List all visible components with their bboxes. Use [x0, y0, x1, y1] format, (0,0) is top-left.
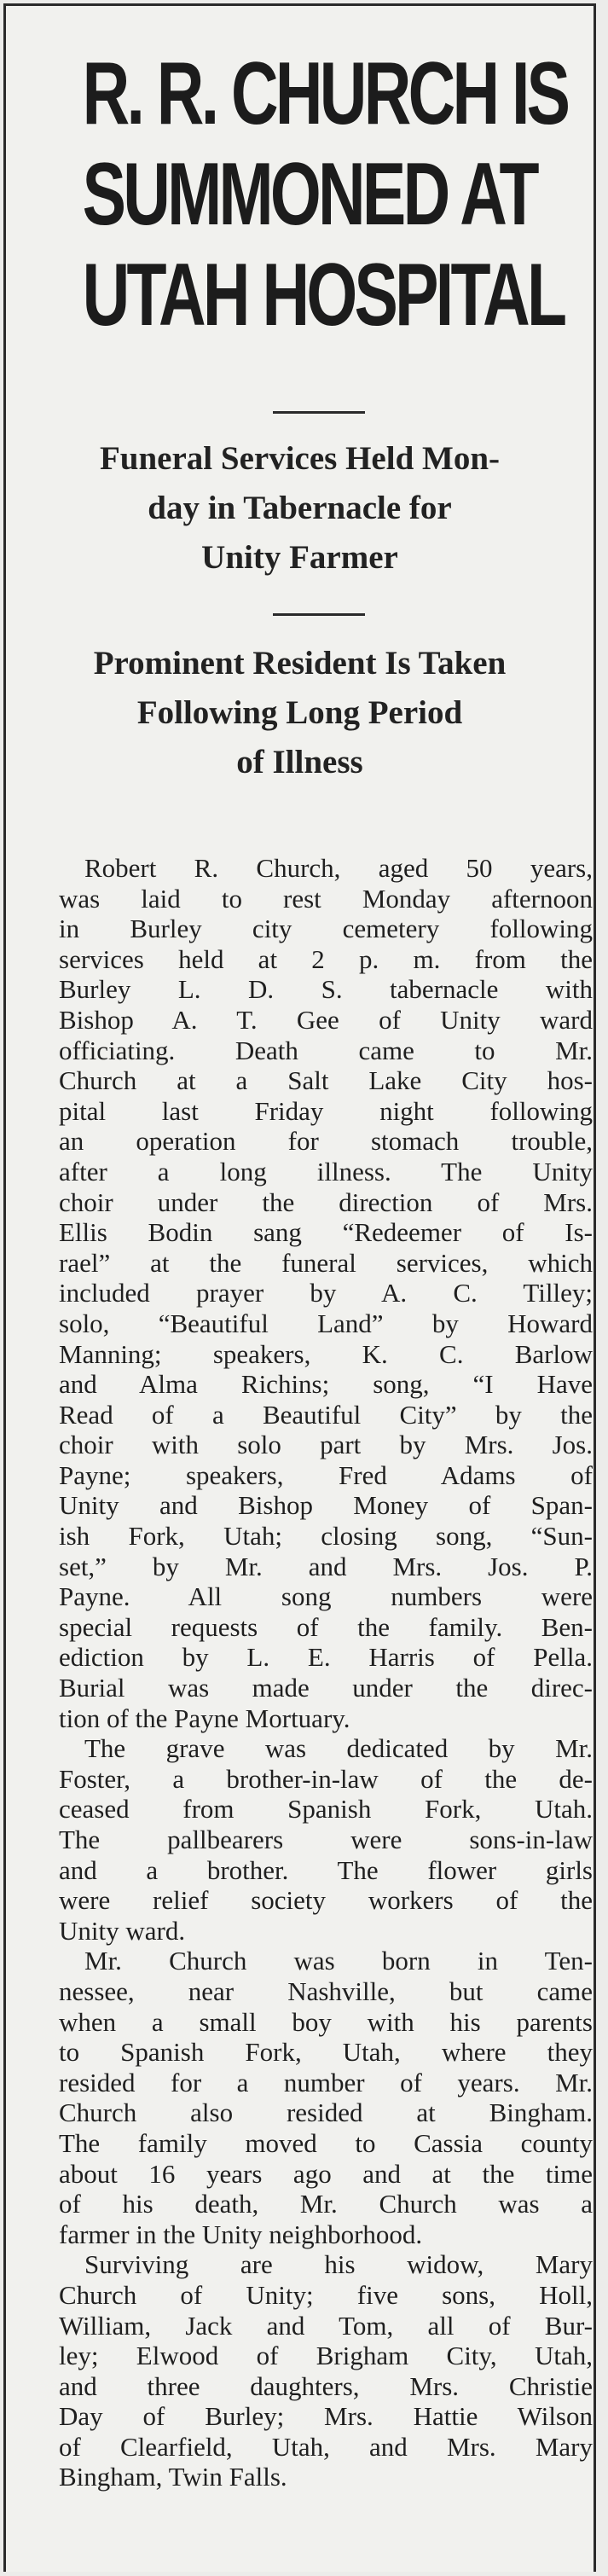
article-line: and a brother. The flower girls: [59, 1854, 593, 1885]
deck-line: Unity Farmer: [201, 539, 398, 576]
article-line: Unity and Bishop Money of Span-: [59, 1490, 593, 1521]
deck-line: Following Long Period: [136, 694, 463, 731]
article-line: choir under the direction of Mrs.: [59, 1186, 593, 1217]
article-line: William, Jack and Tom, all of Bur-: [59, 2310, 593, 2341]
newspaper-clipping: [3, 3, 596, 2572]
headline-line: SUMMONED AT: [82, 145, 536, 244]
article-line: resided for a number of years. Mr.: [59, 2067, 593, 2097]
article-line: set,” by Mr. and Mrs. Jos. P.: [59, 1551, 593, 1581]
headline: [82, 44, 568, 345]
article-line: Ellis Bodin sang “Redeemer of Is-: [59, 1217, 593, 1248]
article-line: Foster, a brother-in-law of the de-: [59, 1763, 593, 1794]
article-line: about 16 years ago and at the time: [59, 2158, 593, 2189]
article-line: The grave was dedicated by Mr.: [84, 1733, 593, 1764]
article-line: Robert R. Church, aged 50 years,: [84, 853, 593, 883]
article-line: included prayer by A. C. Tilley;: [59, 1278, 593, 1308]
article-line: The pallbearers were sons-in-law: [59, 1825, 593, 1854]
article-line: Unity ward.: [59, 1915, 186, 1946]
headline-line: UTAH HOSPITAL: [82, 246, 565, 345]
deck-line: day in Tabernacle for: [148, 490, 452, 526]
article-line: pital last Friday night following: [59, 1095, 593, 1126]
article-line: ceased from Spanish Fork, Utah.: [59, 1794, 593, 1825]
article-line: Bishop A. T. Gee of Unity ward: [59, 1004, 593, 1035]
article-line: Burley L. D. S. tabernacle with: [59, 974, 593, 1005]
article-line: Church also resided at Bingham.: [59, 2097, 593, 2128]
deck-secondary: [6, 639, 594, 787]
article-line: Read of a Beautiful City” by the: [59, 1399, 593, 1430]
article-line: Mr. Church was born in Ten-: [84, 1946, 593, 1976]
article-line: Day of Burley; Mrs. Hattie Wilson: [59, 2401, 593, 2432]
deck-line: Funeral Services Held Mon-: [99, 440, 500, 477]
article-line: Bingham, Twin Falls.: [59, 2462, 287, 2492]
article-line: nessee, near Nashville, but came: [59, 1976, 593, 2006]
article-line: Church of Unity; five sons, Holl,: [59, 2279, 593, 2310]
article-line: and Alma Richins; song, “I Have: [59, 1369, 593, 1400]
article-line: special requests of the family. Ben-: [59, 1611, 593, 1642]
article-line: Church at a Salt Lake City hos-: [59, 1065, 593, 1096]
article-line: and three daughters, Mrs. Christie: [59, 2370, 593, 2401]
article-line: when a small boy with his parents: [59, 2006, 593, 2037]
article-line: was laid to rest Monday afternoon: [59, 883, 593, 914]
deck-line: of Illness: [236, 744, 363, 780]
article-line: services held at 2 p. m. from the: [59, 943, 593, 974]
article-line: officiating. Death came to Mr.: [59, 1035, 593, 1065]
article-line: solo, “Beautiful Land” by Howard: [59, 1308, 593, 1338]
article-line: Manning; speakers, K. C. Barlow: [59, 1338, 593, 1369]
article-line: The family moved to Cassia county: [59, 2127, 593, 2158]
article-line: of Clearfield, Utah, and Mrs. Mary: [59, 2431, 593, 2462]
article-line: to Spanish Fork, Utah, where they: [59, 2037, 593, 2068]
article-line: Payne. All song numbers were: [59, 1581, 593, 1612]
article-line: tion of the Payne Mortuary.: [59, 1703, 350, 1733]
article-line: ley; Elwood of Brigham City, Utah,: [59, 2341, 593, 2371]
deck-rule: [273, 613, 365, 616]
article-line: ediction by L. E. Harris of Pella.: [59, 1642, 593, 1673]
article-line: rael” at the funeral services, which: [59, 1247, 593, 1278]
article-line: Payne; speakers, Fred Adams of: [59, 1459, 593, 1490]
article-line: were relief society workers of the: [59, 1885, 593, 1916]
deck-line: Prominent Resident Is Taken: [93, 645, 507, 682]
headline-line: R. R. CHURCH IS: [82, 44, 568, 143]
article-line: Surviving are his widow, Mary: [84, 2249, 593, 2280]
deck-primary: [6, 434, 594, 583]
article-line: farmer in the Unity neighborhood.: [59, 2219, 423, 2249]
article-line: after a long illness. The Unity: [59, 1156, 593, 1186]
article-line: ish Fork, Utah; closing song, “Sun-: [59, 1521, 593, 1552]
article-body: [59, 853, 593, 2492]
headline-rule: [273, 411, 365, 414]
article-line: choir with solo part by Mrs. Jos.: [59, 1430, 593, 1460]
article-line: an operation for stomach trouble,: [59, 1126, 593, 1157]
article-line: Burial was made under the direc-: [59, 1673, 593, 1703]
article-line: in Burley city cemetery following: [59, 914, 593, 944]
article-line: of his death, Mr. Church was a: [59, 2189, 593, 2219]
